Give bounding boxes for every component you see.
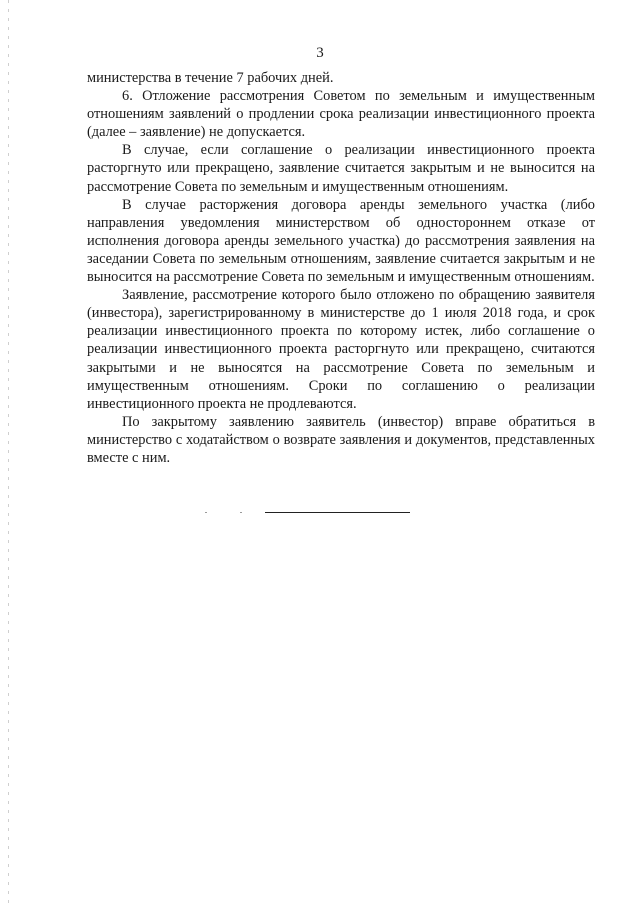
paragraph-6: 6. Отложение рассмотрения Советом по земельным и имущественным отношениям заявлений о продлении срока реализации инвестиционного проекта (далее – заявление) не допускается. bbox=[87, 88, 595, 141]
page-number: 3 bbox=[316, 45, 324, 61]
paragraph-closed-application-return: По закрытому заявлению заявитель (инвестор) вправе обратиться в министерство с ходатайством о возврате заявления и документов, представленных вместе с ним. bbox=[87, 413, 595, 466]
scan-speck bbox=[205, 512, 207, 513]
paragraph-postponed-application: Заявление, рассмотрение которого было отложено по обращению заявителя (инвестора), зарегистрированному в министерстве до 1 июля 2018 года, и срок реализации инвестиционного проекта по которому истек, либо соглашение о реализации инвестиционного проекта расторгнуто или прекращено, считаются закрытыми и не выносятся на рассмотрение Совета по земельным и имущественным отношениям. Сроки по соглашению о реализации инвестиционного проекта не продлеваются. bbox=[87, 287, 595, 412]
scan-speck bbox=[240, 512, 242, 513]
paragraph-lease-terminated: В случае расторжения договора аренды земельного участка (либо направления уведомления министерством об одностороннем отказе от исполнения договора аренды земельного участка) до рассмотрения заявления на заседании Совета по земельным отношениям, заявление считается закрытым и не выносится на рассмотрение Совета по земельным и имущественным отношениям. bbox=[87, 196, 595, 286]
document-body bbox=[87, 69, 595, 467]
paragraph-continuation: министерства в течение 7 рабочих дней. bbox=[87, 70, 334, 86]
paragraph-agreement-terminated: В случае, если соглашение о реализации инвестиционного проекта расторгнуто или прекращено, заявление считается закрытым и не выносится на рассмотрение Совета по земельным и имущественным отношениям. bbox=[87, 142, 595, 195]
end-separator-line bbox=[265, 512, 410, 513]
scan-page-edge bbox=[8, 0, 9, 905]
